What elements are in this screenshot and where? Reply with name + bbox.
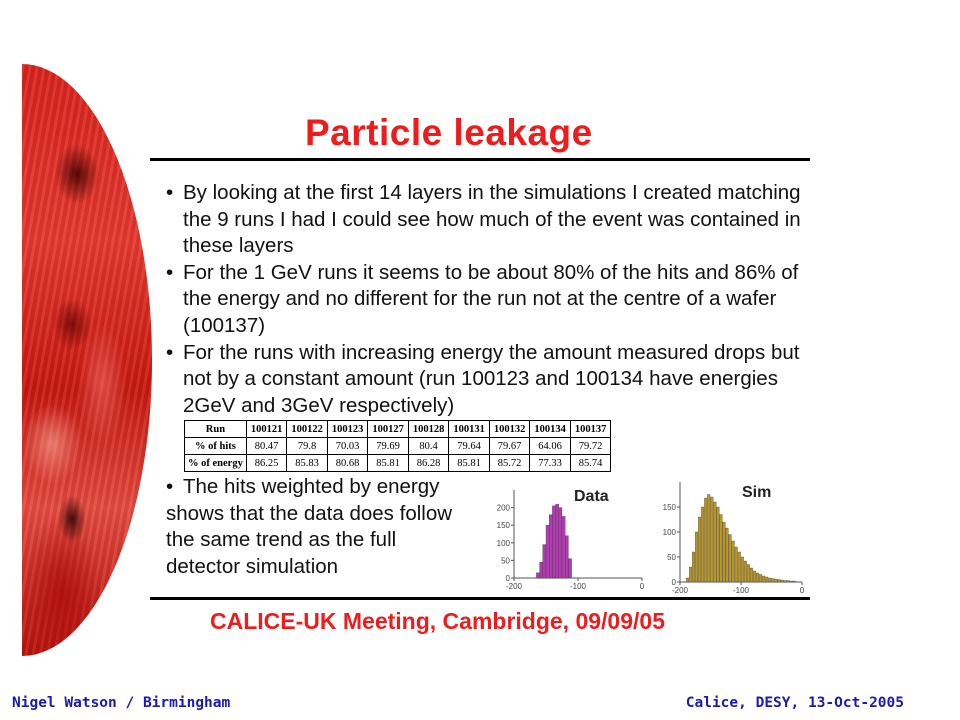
histogram-bar bbox=[778, 580, 781, 583]
histogram-bar bbox=[720, 515, 723, 583]
histogram-bar bbox=[741, 557, 744, 582]
histogram-bar bbox=[559, 508, 562, 578]
histogram-bar bbox=[543, 545, 546, 578]
histogram-bar bbox=[726, 528, 729, 582]
data-histogram-title: Data bbox=[574, 488, 609, 505]
bullet-symbol: • bbox=[166, 260, 174, 284]
table-row-label: % of hits bbox=[185, 438, 247, 455]
histogram-bar bbox=[744, 561, 747, 582]
histogram-bar bbox=[692, 552, 695, 582]
bullet-text-line: shows that the data does follow bbox=[166, 501, 453, 525]
histogram-bar bbox=[698, 517, 701, 582]
table-cell: 86.28 bbox=[408, 455, 449, 472]
histogram-bar bbox=[787, 581, 790, 583]
table-header-cell: 100131 bbox=[449, 421, 490, 438]
x-tick-label: 0 bbox=[799, 586, 805, 595]
histogram-bar bbox=[549, 515, 552, 578]
decorative-red-panel bbox=[22, 64, 152, 656]
histogram-bar bbox=[546, 525, 549, 578]
bullet-item bbox=[166, 180, 816, 260]
table-row-label: % of energy bbox=[185, 455, 247, 472]
y-tick-label: 150 bbox=[662, 503, 676, 512]
histogram-bar bbox=[738, 552, 741, 582]
histogram-bar bbox=[556, 504, 559, 578]
table-cell: 79.8 bbox=[287, 438, 328, 455]
table-cell: 85.74 bbox=[570, 455, 611, 472]
histogram-bar bbox=[711, 497, 714, 582]
histogram-bar bbox=[704, 498, 707, 582]
table-header-cell: Run bbox=[185, 421, 247, 438]
footer-event: Calice, DESY, 13-Oct-2005 bbox=[685, 695, 904, 711]
bullet-text-line: The hits weighted by energy bbox=[183, 475, 440, 498]
histogram-bar bbox=[695, 532, 698, 582]
y-tick-label: 50 bbox=[667, 553, 676, 562]
table-header-cell: 100121 bbox=[246, 421, 287, 438]
bullet-symbol: • bbox=[166, 340, 174, 364]
histogram-bar bbox=[753, 571, 756, 582]
bottom-divider bbox=[150, 597, 810, 600]
histogram-bar bbox=[568, 559, 571, 578]
x-tick-label: -100 bbox=[569, 582, 587, 591]
table-cell: 77.33 bbox=[530, 455, 571, 472]
histogram-bar bbox=[790, 581, 793, 582]
histogram-bar bbox=[552, 506, 555, 578]
footer-author: Nigel Watson / Birmingham bbox=[12, 695, 231, 711]
slide-title: Particle leakage bbox=[305, 112, 593, 153]
histogram-bar bbox=[565, 536, 568, 578]
histogram-bar bbox=[707, 495, 710, 583]
table-cell: 86.25 bbox=[246, 455, 287, 472]
table-header-cell: 100134 bbox=[530, 421, 571, 438]
y-tick-label: 0 bbox=[505, 574, 510, 583]
sim-histogram bbox=[652, 476, 814, 596]
data-histogram-svg bbox=[488, 484, 648, 596]
histogram-bar bbox=[765, 577, 768, 582]
table-header-row bbox=[185, 421, 611, 438]
bullet-text: For the runs with increasing energy the amount measured drops but not by a constant amount (run 100123 and 100134 have energies 2GeV and 3GeV respectively) bbox=[183, 340, 800, 417]
histogram-bar bbox=[756, 573, 759, 582]
run-containment-table bbox=[184, 420, 611, 472]
histogram-bar bbox=[723, 522, 726, 582]
table-cell: 79.67 bbox=[489, 438, 530, 455]
table-header-cell: 100123 bbox=[327, 421, 368, 438]
table-row bbox=[185, 455, 611, 472]
y-tick-label: 150 bbox=[496, 521, 510, 531]
y-tick-label: 100 bbox=[662, 528, 676, 537]
x-tick-label: -100 bbox=[732, 586, 750, 595]
histogram-bar bbox=[729, 535, 732, 583]
bullet-text-line: detector simulation bbox=[166, 554, 339, 578]
histogram-bar bbox=[732, 541, 735, 582]
y-tick-label: 200 bbox=[496, 503, 510, 513]
table-cell: 80.47 bbox=[246, 438, 287, 455]
table-cell: 64.06 bbox=[530, 438, 571, 455]
bullet-list bbox=[166, 180, 816, 419]
histogram-bar bbox=[784, 581, 787, 583]
histogram-bar bbox=[781, 580, 784, 582]
data-histogram bbox=[488, 484, 648, 596]
y-tick-label: 0 bbox=[671, 578, 676, 587]
histogram-bar bbox=[735, 547, 738, 582]
histogram-bar bbox=[562, 516, 565, 578]
bullet-symbol: • bbox=[166, 475, 174, 498]
title-divider bbox=[150, 158, 810, 161]
bullet-text: By looking at the first 14 layers in the simulations I created matching the 9 runs I had I could see how much of the event was contained in these layers bbox=[183, 181, 801, 258]
meeting-caption: CALICE-UK Meeting, Cambridge, 09/09/05 bbox=[210, 608, 665, 634]
table-header-cell: 100128 bbox=[408, 421, 449, 438]
histogram-bar bbox=[701, 507, 704, 582]
bullet-text-line: the same trend as the full bbox=[166, 528, 397, 552]
table-cell: 79.72 bbox=[570, 438, 611, 455]
table-header-cell: 100132 bbox=[489, 421, 530, 438]
table-cell: 80.4 bbox=[408, 438, 449, 455]
table-header-cell: 100137 bbox=[570, 421, 611, 438]
histogram-bar bbox=[762, 576, 765, 582]
y-tick-label: 50 bbox=[501, 556, 510, 566]
x-tick-label: 0 bbox=[639, 582, 645, 591]
histogram-bar bbox=[750, 568, 753, 582]
table-cell: 85.81 bbox=[368, 455, 409, 472]
histogram-bar bbox=[536, 573, 539, 578]
table-cell: 85.83 bbox=[287, 455, 328, 472]
table-cell: 85.72 bbox=[489, 455, 530, 472]
sim-histogram-title: Sim bbox=[742, 484, 772, 501]
histogram-bar bbox=[747, 565, 750, 583]
table-cell: 79.69 bbox=[368, 438, 409, 455]
histogram-bar bbox=[772, 579, 775, 583]
bullet-text: For the 1 GeV runs it seems to be about 80% of the hits and 86% of the energy and no different for the run not at the centre of a wafer (100137) bbox=[183, 260, 799, 337]
histogram-bar bbox=[775, 579, 778, 582]
x-tick-label: -200 bbox=[671, 586, 689, 595]
table-header-cell: 100122 bbox=[287, 421, 328, 438]
x-tick-label: -200 bbox=[505, 582, 523, 591]
table-cell: 85.81 bbox=[449, 455, 490, 472]
histogram-bar bbox=[540, 562, 543, 578]
bullet-symbol: • bbox=[166, 181, 174, 204]
y-tick-label: 100 bbox=[496, 538, 510, 548]
bullet-item-last bbox=[166, 474, 506, 580]
histogram-bar bbox=[686, 578, 689, 582]
bullet-first-line bbox=[166, 474, 506, 501]
histogram-bar bbox=[768, 578, 771, 582]
histogram-bar bbox=[714, 502, 717, 582]
sim-histogram-svg bbox=[652, 476, 814, 596]
histogram-bar bbox=[717, 507, 720, 582]
histogram-bar bbox=[793, 581, 796, 582]
table-row bbox=[185, 438, 611, 455]
histogram-bar bbox=[759, 575, 762, 583]
table-header-cell: 100127 bbox=[368, 421, 409, 438]
bullet-item bbox=[166, 260, 816, 340]
table-cell: 79.64 bbox=[449, 438, 490, 455]
table-cell: 70.03 bbox=[327, 438, 368, 455]
histogram-bar bbox=[689, 567, 692, 582]
bullet-item bbox=[166, 340, 816, 420]
table-cell: 80.68 bbox=[327, 455, 368, 472]
